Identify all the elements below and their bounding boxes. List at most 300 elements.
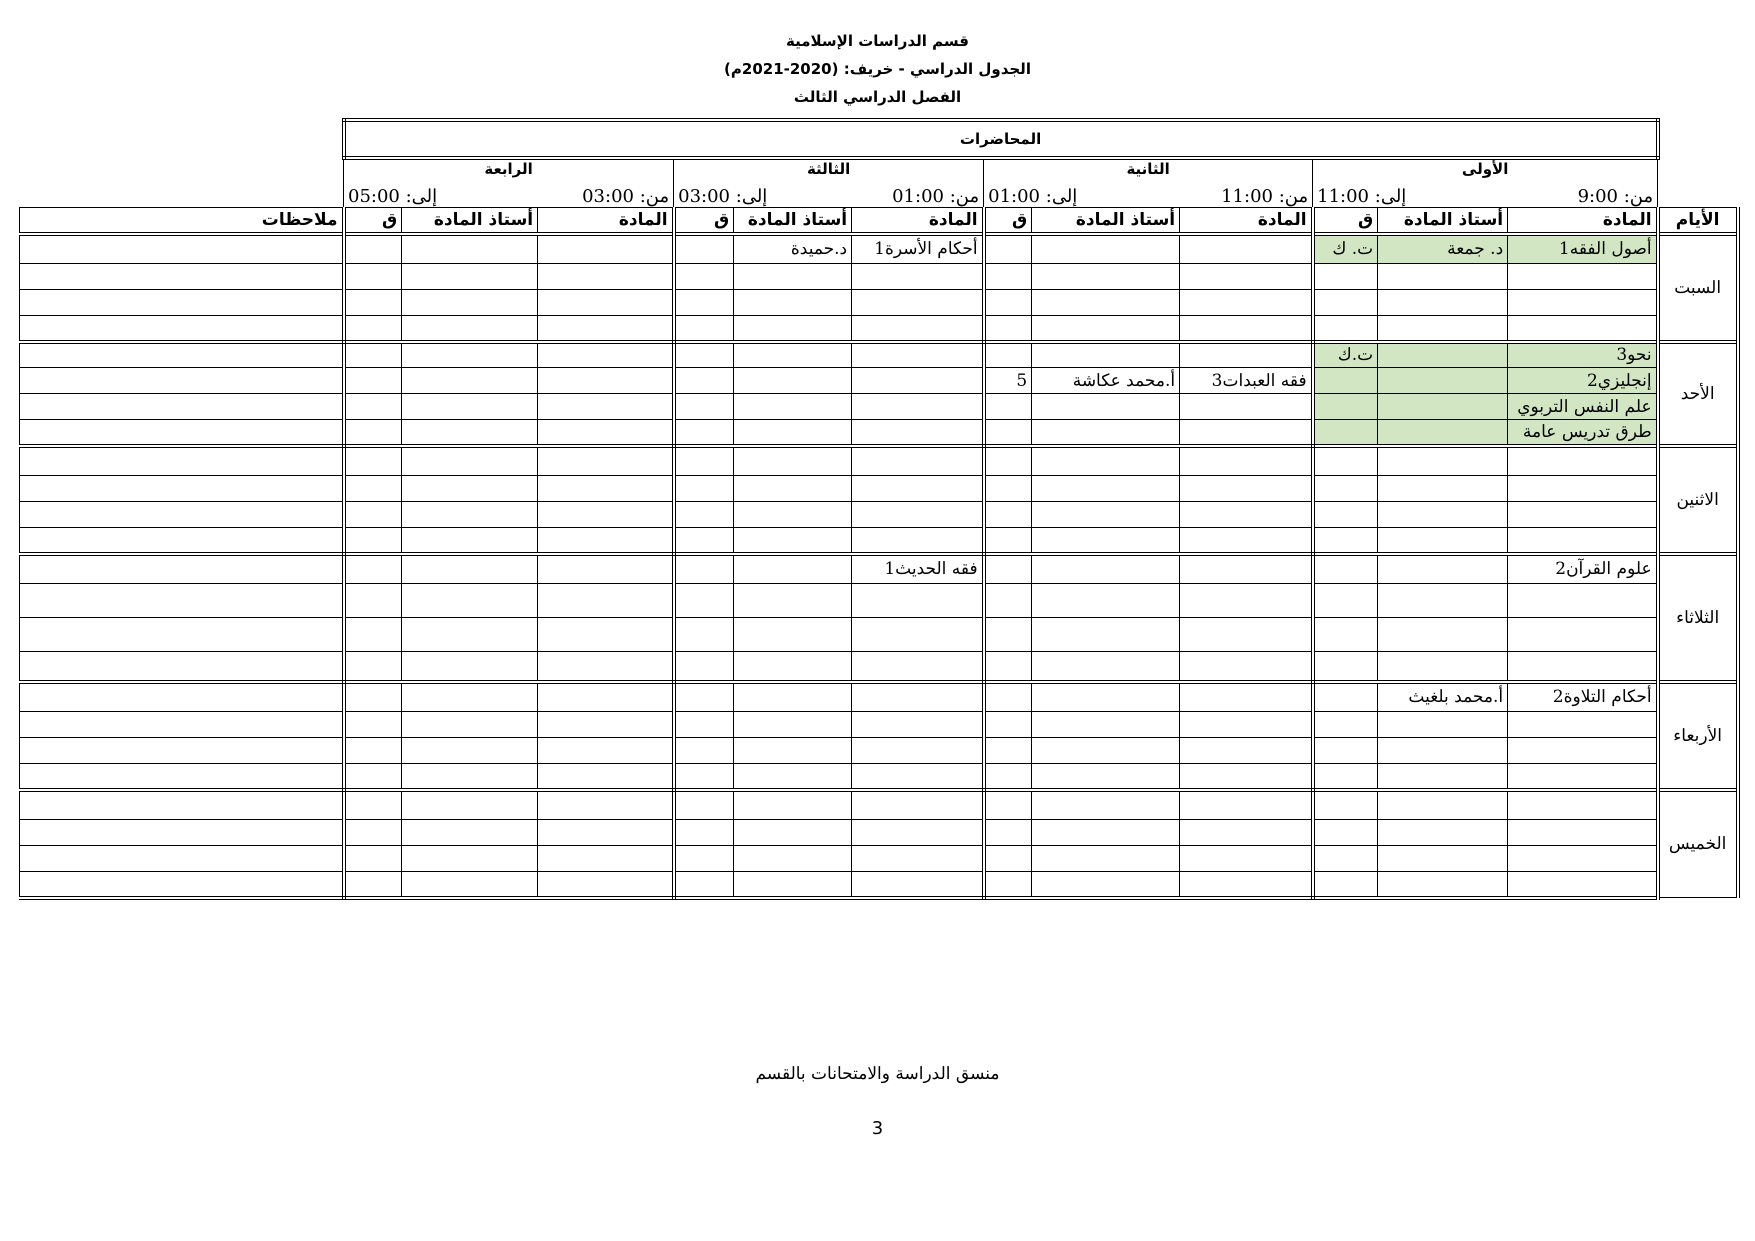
col-header-teacher: أستاذ المادة <box>402 208 538 234</box>
col-header-subject: المادة <box>538 208 674 234</box>
cell-hall <box>1313 820 1378 846</box>
cell-hall <box>344 264 402 290</box>
cell-subject <box>852 872 984 898</box>
cell-subject <box>1508 872 1658 898</box>
cell-subject <box>1180 502 1313 528</box>
cell-hall <box>984 872 1032 898</box>
schedule-body <box>20 234 1738 898</box>
cell-teacher <box>734 820 852 846</box>
cell-teacher <box>402 368 538 394</box>
schedule-title: الجدول الدراسي - خريف: (2020-2021م) <box>724 60 1031 78</box>
cell-hall <box>344 618 402 652</box>
cell-teacher <box>1378 446 1508 476</box>
cell-subject <box>852 652 984 682</box>
cell-subject <box>1180 234 1313 264</box>
cell-hall <box>674 316 734 342</box>
cell-hall <box>674 618 734 652</box>
cell-teacher <box>1032 712 1180 738</box>
cell-teacher <box>402 234 538 264</box>
cell-hall <box>674 846 734 872</box>
cell-hall <box>984 764 1032 790</box>
cell-notes <box>20 618 344 652</box>
cell-subject <box>538 846 674 872</box>
cell-subject <box>1180 316 1313 342</box>
cell-subject <box>538 764 674 790</box>
cell-hall <box>984 584 1032 618</box>
cell-hall <box>344 394 402 420</box>
cell-subject <box>538 420 674 446</box>
cell-teacher <box>734 554 852 584</box>
cell-hall <box>344 528 402 554</box>
cell-notes <box>20 394 344 420</box>
cell-notes <box>20 476 344 502</box>
cell-subject <box>1180 264 1313 290</box>
cell-subject <box>852 584 984 618</box>
cell-teacher <box>1378 790 1508 820</box>
cell-hall <box>674 264 734 290</box>
cell-hall <box>1313 738 1378 764</box>
cell-hall <box>344 502 402 528</box>
cell-subject: أصول الفقه1 <box>1508 234 1658 264</box>
cell-subject <box>852 790 984 820</box>
cell-teacher <box>402 420 538 446</box>
cell-teacher <box>1032 790 1180 820</box>
cell-teacher <box>734 368 852 394</box>
cell-hall <box>344 652 402 682</box>
cell-subject <box>1180 652 1313 682</box>
cell-teacher <box>734 528 852 554</box>
cell-subject <box>852 394 984 420</box>
cell-hall <box>1313 420 1378 446</box>
cell-hall <box>984 820 1032 846</box>
cell-subject <box>1508 820 1658 846</box>
cell-hall <box>674 368 734 394</box>
cell-teacher <box>734 394 852 420</box>
cell-hall <box>1313 682 1378 712</box>
period-name: الثالثة <box>806 160 851 178</box>
cell-hall <box>1313 872 1378 898</box>
cell-hall <box>984 846 1032 872</box>
cell-subject: إنجليزي2 <box>1508 368 1658 394</box>
cell-subject <box>538 290 674 316</box>
cell-teacher <box>1032 290 1180 316</box>
cell-teacher <box>402 712 538 738</box>
cell-subject <box>1508 264 1658 290</box>
cell-subject <box>1508 846 1658 872</box>
cell-teacher <box>1032 476 1180 502</box>
cell-teacher <box>1032 682 1180 712</box>
cell-hall <box>674 528 734 554</box>
cell-teacher <box>1378 290 1508 316</box>
cell-teacher <box>1378 264 1508 290</box>
cell-subject: أحكام التلاوة2 <box>1508 682 1658 712</box>
cell-hall <box>674 394 734 420</box>
period-start-time: 03:00 <box>582 186 634 207</box>
cell-subject <box>1180 554 1313 584</box>
cell-teacher <box>734 476 852 502</box>
col-header-subject: المادة <box>1508 208 1658 234</box>
cell-subject <box>538 476 674 502</box>
cell-subject <box>1180 476 1313 502</box>
period-name: الأولى <box>1461 160 1509 178</box>
day-label: الثلاثاء <box>1658 554 1738 682</box>
cell-teacher <box>1032 342 1180 368</box>
cell-subject <box>1180 764 1313 790</box>
cell-subject <box>538 368 674 394</box>
cell-subject <box>852 820 984 846</box>
cell-teacher <box>1032 420 1180 446</box>
cell-subject <box>538 446 674 476</box>
cell-hall <box>344 820 402 846</box>
cell-hall <box>674 420 734 446</box>
day-label: السبت <box>1658 234 1738 342</box>
cell-subject <box>1508 790 1658 820</box>
cell-notes <box>20 264 344 290</box>
cell-hall <box>984 790 1032 820</box>
cell-subject <box>852 316 984 342</box>
cell-hall <box>984 420 1032 446</box>
cell-hall <box>344 476 402 502</box>
cell-notes <box>20 820 344 846</box>
cell-subject <box>1180 872 1313 898</box>
cell-notes <box>20 420 344 446</box>
cell-notes <box>20 234 344 264</box>
cell-notes <box>20 368 344 394</box>
cell-teacher <box>402 394 538 420</box>
cell-hall <box>344 316 402 342</box>
cell-subject <box>852 528 984 554</box>
cell-subject <box>852 342 984 368</box>
cell-teacher <box>1378 618 1508 652</box>
cell-hall <box>1313 764 1378 790</box>
cell-subject <box>1180 446 1313 476</box>
col-header-teacher: أستاذ المادة <box>734 208 852 234</box>
cell-hall: ت.ك <box>1313 342 1378 368</box>
cell-teacher <box>402 446 538 476</box>
cell-notes <box>20 502 344 528</box>
cell-notes <box>20 290 344 316</box>
cell-teacher <box>402 682 538 712</box>
cell-hall <box>344 584 402 618</box>
cell-subject: فقه العبدات3 <box>1180 368 1313 394</box>
cell-teacher <box>1378 316 1508 342</box>
col-header-teacher: أستاذ المادة <box>1032 208 1180 234</box>
period-name: الرابعة <box>484 160 533 178</box>
cell-teacher <box>1378 394 1508 420</box>
cell-hall <box>344 554 402 584</box>
cell-subject <box>1180 712 1313 738</box>
cell-teacher <box>1032 316 1180 342</box>
cell-teacher <box>1032 528 1180 554</box>
period-1-header: الأولى من: 9:00 إلى: 11:00 <box>1313 158 1658 208</box>
cell-subject <box>852 712 984 738</box>
cell-hall <box>984 712 1032 738</box>
cell-subject <box>538 554 674 584</box>
cell-teacher <box>734 846 852 872</box>
cell-hall <box>1313 264 1378 290</box>
cell-subject <box>852 682 984 712</box>
cell-hall <box>1313 446 1378 476</box>
cell-hall <box>674 682 734 712</box>
cell-subject <box>852 738 984 764</box>
cell-subject <box>1180 584 1313 618</box>
cell-subject <box>1180 846 1313 872</box>
cell-subject <box>1508 584 1658 618</box>
schedule-table <box>19 118 1740 900</box>
cell-notes <box>20 554 344 584</box>
cell-teacher <box>402 652 538 682</box>
cell-notes <box>20 872 344 898</box>
cell-subject <box>538 528 674 554</box>
cell-hall <box>984 394 1032 420</box>
cell-subject <box>538 234 674 264</box>
col-header-subject: المادة <box>1180 208 1313 234</box>
cell-subject <box>1508 738 1658 764</box>
cell-teacher <box>734 790 852 820</box>
cell-teacher <box>1378 342 1508 368</box>
cell-teacher <box>402 764 538 790</box>
cell-teacher <box>1032 264 1180 290</box>
cell-hall <box>344 446 402 476</box>
period-end-time: 01:00 <box>988 186 1041 207</box>
cell-teacher <box>1378 872 1508 898</box>
day-label: الخميس <box>1658 790 1738 898</box>
cell-subject <box>852 846 984 872</box>
lectures-header: المحاضرات <box>344 120 1658 158</box>
col-header-hall: ق <box>674 208 734 234</box>
cell-hall <box>984 234 1032 264</box>
cell-subject <box>538 820 674 846</box>
cell-subject <box>852 764 984 790</box>
cell-subject <box>1508 618 1658 652</box>
cell-hall <box>674 764 734 790</box>
cell-teacher <box>734 764 852 790</box>
cell-hall <box>984 264 1032 290</box>
period-end-time: 03:00 <box>678 186 731 207</box>
cell-teacher <box>1378 764 1508 790</box>
cell-teacher <box>734 738 852 764</box>
cell-subject <box>1180 420 1313 446</box>
cell-subject <box>1508 764 1658 790</box>
cell-subject <box>538 394 674 420</box>
cell-teacher <box>1378 528 1508 554</box>
cell-subject <box>538 342 674 368</box>
period-2-header: الثانية من: 11:00 إلى: 01:00 <box>984 158 1313 208</box>
cell-subject <box>1180 738 1313 764</box>
cell-notes <box>20 764 344 790</box>
cell-hall <box>1313 368 1378 394</box>
cell-teacher: د.حميدة <box>734 234 852 264</box>
cell-subject <box>538 584 674 618</box>
cell-teacher <box>1032 446 1180 476</box>
cell-teacher <box>402 502 538 528</box>
cell-hall <box>674 652 734 682</box>
cell-teacher <box>402 618 538 652</box>
cell-subject <box>852 446 984 476</box>
cell-teacher <box>1032 618 1180 652</box>
cell-hall <box>674 712 734 738</box>
cell-teacher <box>402 738 538 764</box>
cell-hall <box>984 554 1032 584</box>
cell-teacher <box>1032 872 1180 898</box>
cell-teacher <box>1378 420 1508 446</box>
cell-hall <box>1313 584 1378 618</box>
cell-teacher <box>1032 652 1180 682</box>
cell-hall <box>1313 790 1378 820</box>
day-label: الأحد <box>1658 342 1738 446</box>
cell-hall <box>674 820 734 846</box>
cell-teacher <box>734 502 852 528</box>
cell-hall <box>674 554 734 584</box>
cell-hall <box>344 290 402 316</box>
cell-teacher: أ.محمد بلغيث <box>1378 682 1508 712</box>
cell-teacher <box>734 420 852 446</box>
cell-teacher <box>734 872 852 898</box>
cell-teacher <box>1032 820 1180 846</box>
cell-subject <box>538 790 674 820</box>
cell-hall <box>344 368 402 394</box>
cell-teacher <box>1378 820 1508 846</box>
col-header-hall: ق <box>984 208 1032 234</box>
cell-subject <box>1180 618 1313 652</box>
cell-teacher <box>734 712 852 738</box>
cell-hall <box>984 290 1032 316</box>
semester-title: الفصل الدراسي الثالث <box>793 88 962 106</box>
cell-teacher <box>1032 738 1180 764</box>
cell-hall <box>1313 316 1378 342</box>
cell-hall <box>984 502 1032 528</box>
cell-teacher <box>402 316 538 342</box>
cell-hall <box>984 446 1032 476</box>
department-title: قسم الدراسات الإسلامية <box>786 32 969 50</box>
cell-hall: 5 <box>984 368 1032 394</box>
cell-subject: علوم القرآن2 <box>1508 554 1658 584</box>
cell-teacher <box>734 316 852 342</box>
cell-hall <box>344 738 402 764</box>
cell-hall <box>674 290 734 316</box>
cell-hall <box>344 342 402 368</box>
cell-hall <box>1313 290 1378 316</box>
cell-subject <box>1508 476 1658 502</box>
cell-teacher <box>402 872 538 898</box>
cell-teacher <box>734 584 852 618</box>
cell-teacher <box>734 290 852 316</box>
cell-subject <box>852 264 984 290</box>
col-header-hall: ق <box>344 208 402 234</box>
cell-hall <box>1313 618 1378 652</box>
cell-notes <box>20 316 344 342</box>
cell-hall <box>984 528 1032 554</box>
cell-hall <box>1313 846 1378 872</box>
cell-notes <box>20 446 344 476</box>
cell-teacher <box>1378 476 1508 502</box>
cell-hall <box>344 790 402 820</box>
cell-teacher <box>734 618 852 652</box>
cell-subject <box>1180 820 1313 846</box>
cell-hall <box>344 712 402 738</box>
cell-hall <box>674 476 734 502</box>
day-label: الأربعاء <box>1658 682 1738 790</box>
day-label: الاثنين <box>1658 446 1738 554</box>
cell-teacher <box>1032 846 1180 872</box>
cell-teacher <box>402 528 538 554</box>
period-start-time: 01:00 <box>892 186 944 207</box>
cell-teacher <box>402 584 538 618</box>
cell-notes <box>20 738 344 764</box>
cell-notes <box>20 712 344 738</box>
cell-teacher <box>1378 846 1508 872</box>
period-4-header: الرابعة من: 03:00 إلى: 05:00 <box>344 158 674 208</box>
cell-notes <box>20 584 344 618</box>
cell-hall <box>344 764 402 790</box>
cell-teacher <box>1032 502 1180 528</box>
cell-hall <box>674 738 734 764</box>
cell-teacher <box>1032 394 1180 420</box>
cell-teacher <box>1378 502 1508 528</box>
cell-teacher <box>734 264 852 290</box>
cell-subject <box>1508 712 1658 738</box>
cell-hall <box>674 502 734 528</box>
cell-subject <box>538 316 674 342</box>
period-start-time: 9:00 <box>1577 186 1618 207</box>
cell-subject <box>538 712 674 738</box>
cell-hall <box>984 652 1032 682</box>
cell-subject <box>852 618 984 652</box>
cell-subject <box>852 420 984 446</box>
cell-teacher <box>402 264 538 290</box>
cell-teacher <box>1378 712 1508 738</box>
cell-hall <box>344 872 402 898</box>
cell-notes <box>20 342 344 368</box>
col-header-notes: ملاحظات <box>20 208 344 234</box>
cell-subject <box>1180 528 1313 554</box>
cell-teacher <box>402 790 538 820</box>
cell-subject: طرق تدريس عامة <box>1508 420 1658 446</box>
cell-hall <box>674 234 734 264</box>
cell-subject <box>1508 528 1658 554</box>
cell-teacher <box>402 342 538 368</box>
col-header-subject: المادة <box>852 208 984 234</box>
cell-subject <box>1180 682 1313 712</box>
cell-hall <box>674 584 734 618</box>
period-name: الثانية <box>1126 160 1170 178</box>
cell-hall <box>1313 476 1378 502</box>
cell-teacher <box>402 476 538 502</box>
cell-teacher <box>734 342 852 368</box>
cell-hall <box>1313 528 1378 554</box>
col-header-days: الأيام <box>1658 208 1738 234</box>
col-header-teacher: أستاذ المادة <box>1378 208 1508 234</box>
cell-hall <box>674 446 734 476</box>
cell-teacher <box>734 446 852 476</box>
cell-subject <box>852 290 984 316</box>
cell-subject: أحكام الأسرة1 <box>852 234 984 264</box>
cell-hall <box>1313 502 1378 528</box>
cell-teacher <box>734 652 852 682</box>
cell-hall <box>1313 652 1378 682</box>
cell-notes <box>20 528 344 554</box>
cell-subject: علم النفس التربوي <box>1508 394 1658 420</box>
cell-subject <box>538 738 674 764</box>
cell-hall <box>984 618 1032 652</box>
cell-hall <box>344 234 402 264</box>
cell-teacher <box>1032 584 1180 618</box>
cell-teacher <box>1032 764 1180 790</box>
cell-subject <box>852 368 984 394</box>
period-end-time: 11:00 <box>1317 186 1370 207</box>
cell-notes <box>20 846 344 872</box>
coordinator-label: منسق الدراسة والامتحانات بالقسم <box>755 1064 1000 1084</box>
